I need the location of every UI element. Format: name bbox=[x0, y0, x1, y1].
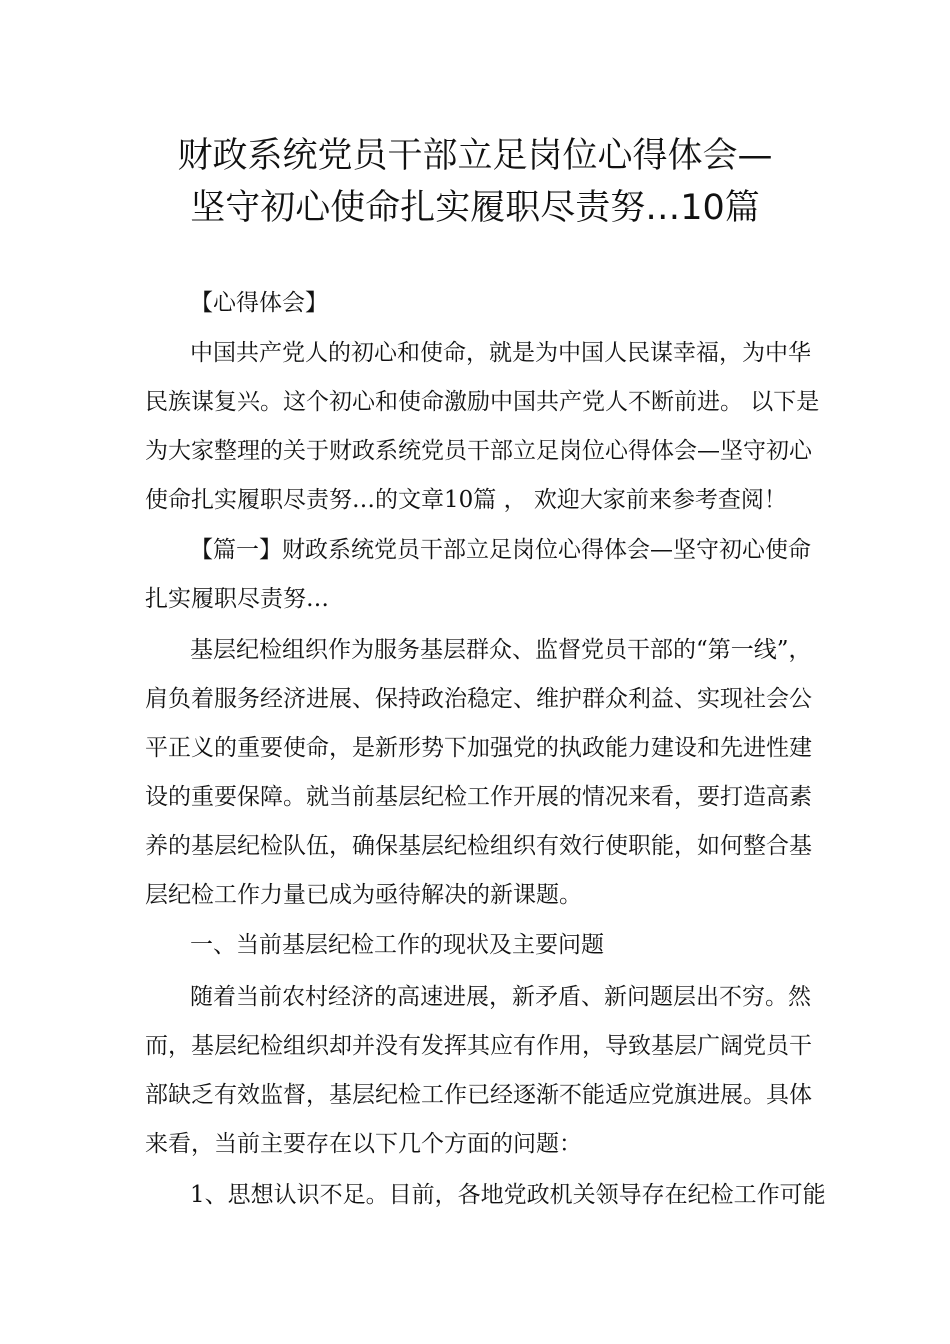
paragraph-line: 1、思想认识不足。目前，各地党政机关领导存在纪检工作可能 bbox=[190, 1182, 826, 1208]
paragraph-line: 使命扎实履职尽责努…的文章10篇 ， 欢迎大家前来参考查阅！ bbox=[145, 487, 787, 513]
document-title-line-1: 财政系统党员干部立足岗位心得体会— bbox=[177, 136, 773, 176]
paragraph-line: 基层纪检组织作为服务基层群众、监督党员干部的“第一线”， bbox=[190, 637, 812, 663]
paragraph-line: 部缺乏有效监督，基层纪检工作已经逐渐不能适应党旗进展。具体 bbox=[145, 1082, 812, 1108]
paragraph-line: 设的重要保障。就当前基层纪检工作开展的情况来看，要打造高素 bbox=[145, 784, 812, 810]
paragraph-line: 为大家整理的关于财政系统党员干部立足岗位心得体会—坚守初心 bbox=[145, 438, 812, 464]
paragraph-line: 而，基层纪检组织却并没有发挥其应有作用，导致基层广阔党员干 bbox=[145, 1033, 812, 1059]
paragraph-line: 平正义的重要使命，是新形势下加强党的执政能力建设和先进性建 bbox=[145, 735, 812, 761]
article-heading-line: 扎实履职尽责努… bbox=[145, 586, 329, 612]
paragraph-line: 肩负着服务经济进展、保持政治稳定、维护群众利益、实现社会公 bbox=[145, 686, 812, 712]
section-heading-one: 一、当前基层纪检工作的现状及主要问题 bbox=[190, 932, 604, 958]
paragraph-line: 层纪检工作力量已成为亟待解决的新课题。 bbox=[145, 882, 582, 908]
paragraph-line: 来看，当前主要存在以下几个方面的问题： bbox=[145, 1131, 582, 1157]
section-heading-xinde: 【心得体会】 bbox=[190, 290, 328, 316]
paragraph-line: 中国共产党人的初心和使命，就是为中国人民谋幸福，为中华 bbox=[190, 340, 811, 366]
article-heading-line: 【篇一】财政系统党员干部立足岗位心得体会—坚守初心使命 bbox=[190, 537, 811, 563]
paragraph-line: 随着当前农村经济的高速进展，新矛盾、新问题层出不穷。然 bbox=[190, 984, 811, 1010]
paragraph-line: 养的基层纪检队伍，确保基层纪检组织有效行使职能，如何整合基 bbox=[145, 833, 812, 859]
document-title-line-2: 坚守初心使命扎实履职尽责努…10篇 bbox=[190, 188, 760, 228]
paragraph-line: 民族谋复兴。这个初心和使命激励中国共产党人不断前进。 以下是 bbox=[145, 389, 820, 415]
